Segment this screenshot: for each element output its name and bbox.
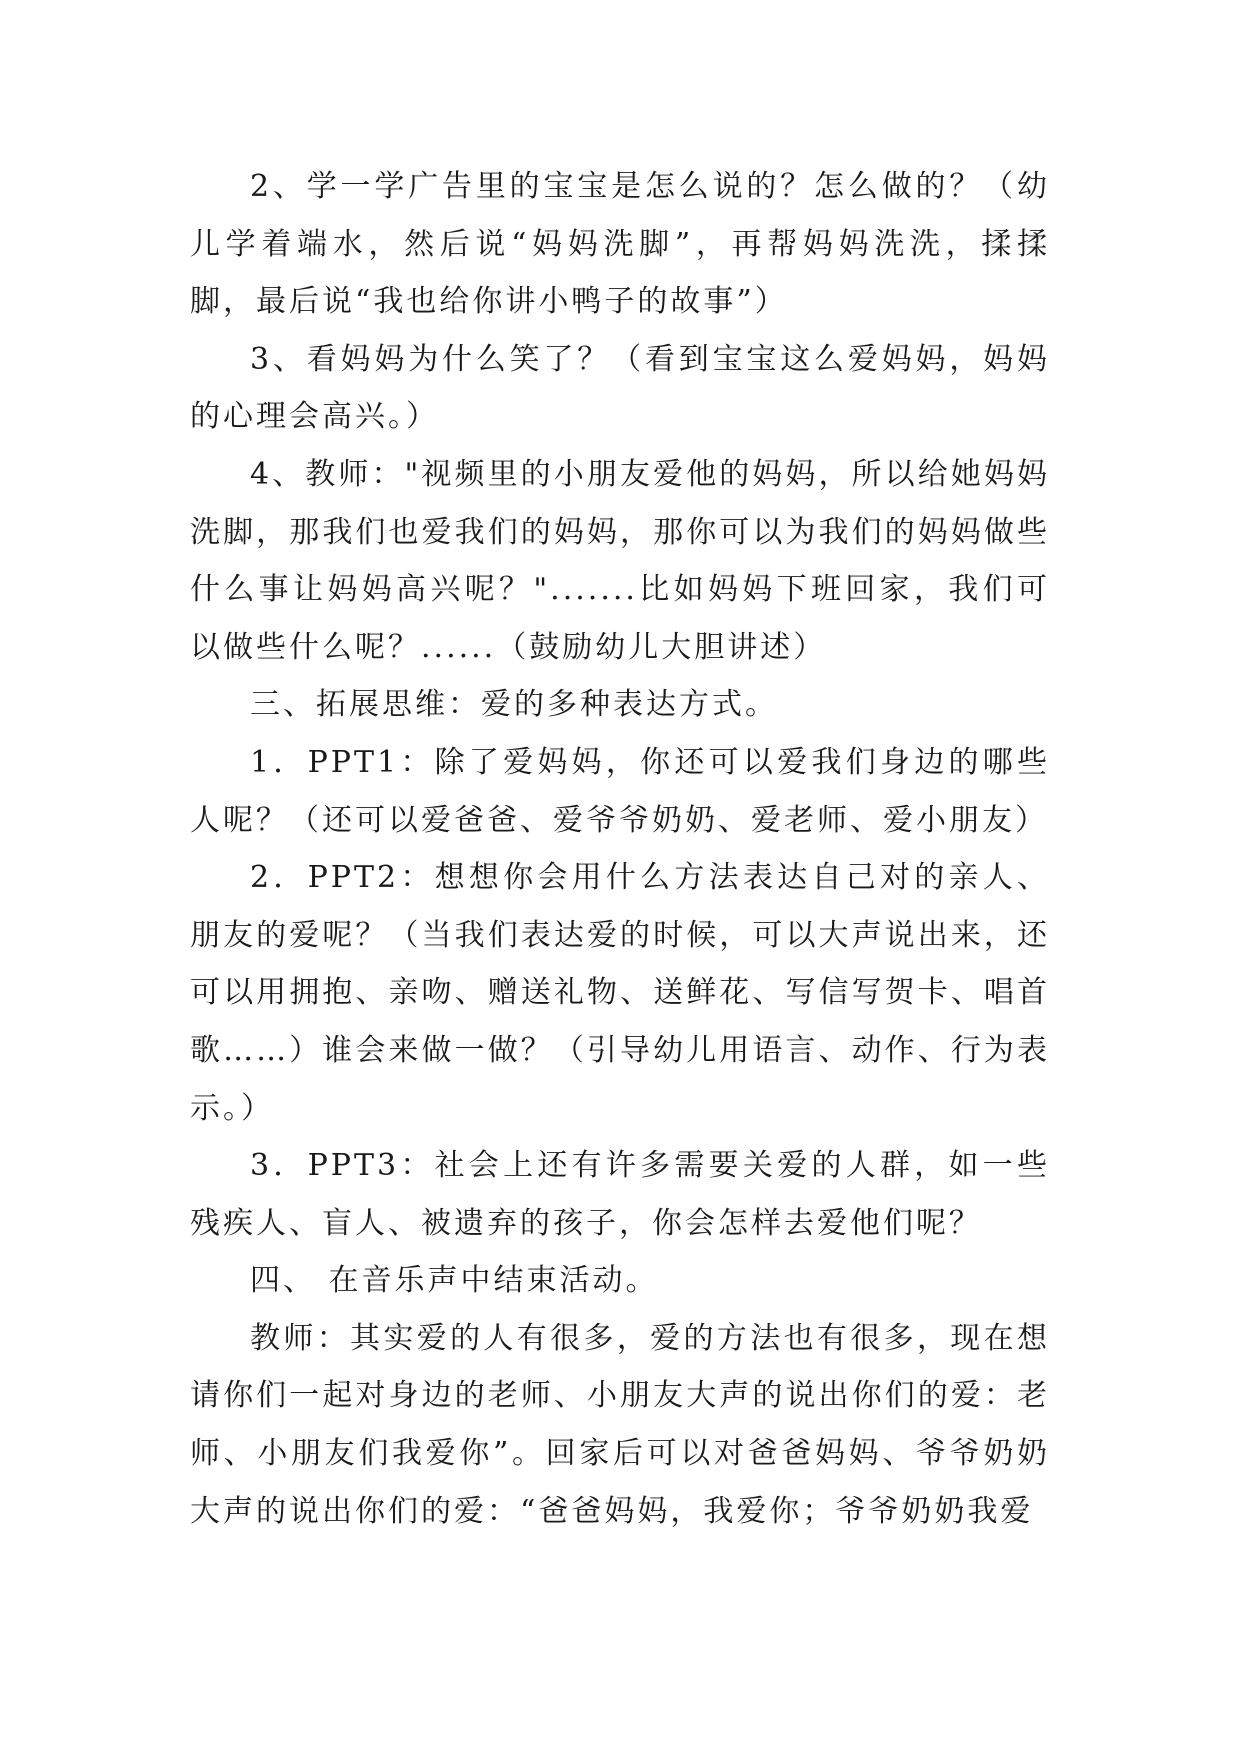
paragraph-ppt3: 3．PPT3：社会上还有许多需要关爱的人群，如一些残疾人、盲人、被遗弃的孩子，你会怎样去爱他们呢？ <box>190 1148 1050 1241</box>
paragraph-step-3: 3、看妈妈为什么笑了？（看到宝宝这么爱妈妈，妈妈的心理会高兴。） <box>190 341 1050 435</box>
document-body <box>190 158 1050 1540</box>
paragraph-teacher-closing: 教师：其实爱的人有很多，爱的方法也有很多，现在想请你们一起对身边的老师、小朋友大声的说出你们的爱：老师、小朋友们我爱你”。回家后可以对爸爸妈妈、爷爷奶奶大声的说出你们的爱：“爸爸妈妈，我爱你；爷爷奶奶我爱 <box>190 1320 1050 1529</box>
paragraph-step-2: 2、学一学广告里的宝宝是怎么说的？怎么做的？（幼儿学着端水，然后说“妈妈洗脚”，再帮妈妈洗洗，揉揉脚，最后说“我也给你讲小鸭子的故事”） <box>190 169 1050 320</box>
paragraph-step-4: 4、教师："视频里的小朋友爱他的妈妈，所以给她妈妈洗脚，那我们也爱我们的妈妈，那你可以为我们的妈妈做些什么事让妈妈高兴呢？".......比如妈妈下班回家，我们可以做些什么呢？......（鼓励幼儿大胆讲述） <box>190 456 1050 665</box>
paragraph-ppt1: 1．PPT1：除了爱妈妈，你还可以爱我们身边的哪些人呢？（还可以爱爸爸、爱爷爷奶奶、爱老师、爱小朋友） <box>190 744 1050 838</box>
section-heading-three: 三、拓展思维：爱的多种表达方式。 <box>250 687 778 723</box>
section-heading-four: 四、 在音乐声中结束活动。 <box>250 1263 659 1299</box>
paragraph-ppt2: 2．PPT2：想想你会用什么方法表达自己对的亲人、朋友的爱呢？（当我们表达爱的时候，可以大声说出来，还可以用拥抱、亲吻、赠送礼物、送鲜花、写信写贺卡、唱首歌……）谁会来做一做？（引导幼儿用语言、动作、行为表示。） <box>190 860 1050 1126</box>
